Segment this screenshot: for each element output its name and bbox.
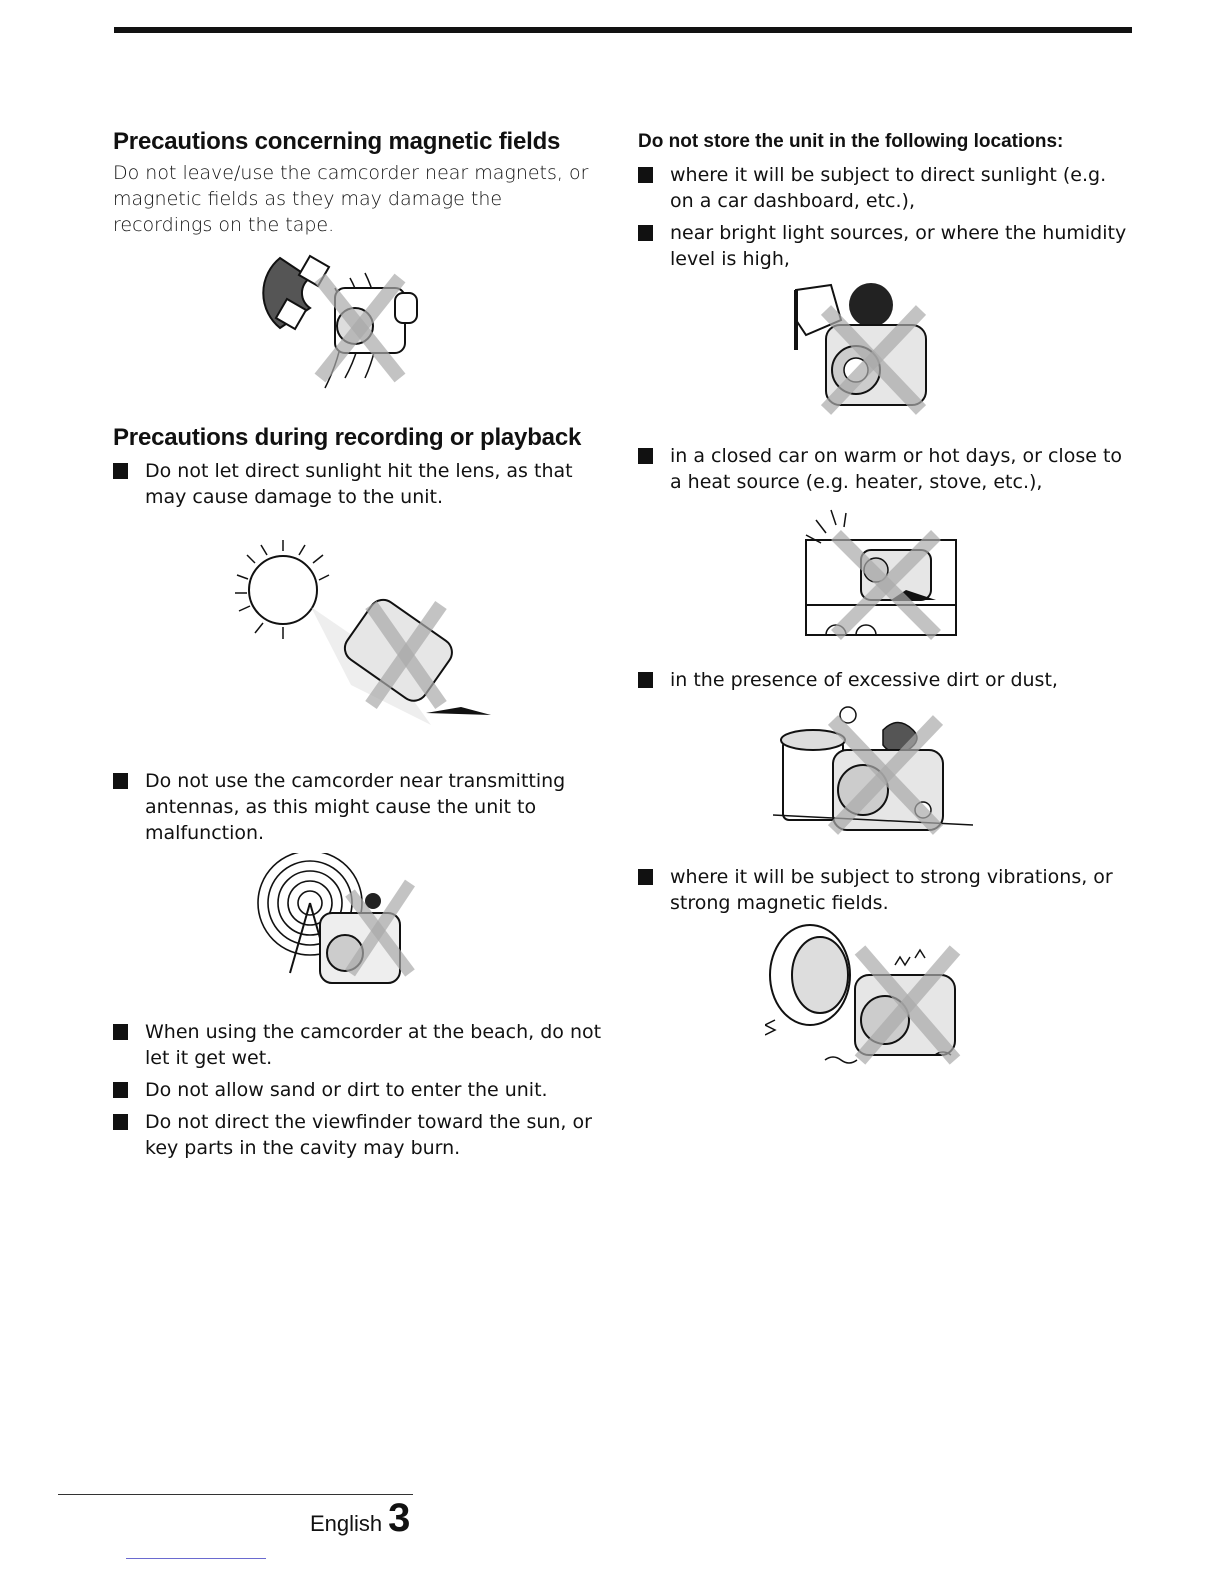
recording-title: Precautions during recording or playback (113, 424, 582, 451)
top-rule (114, 27, 1132, 33)
antenna-camcorder-illustration (255, 853, 425, 1001)
bullet-square-icon (638, 672, 653, 688)
recording-section (113, 424, 613, 452)
storage-bullet-5: where it will be subject to strong vibrations, or strong magnetic fields. (638, 864, 1128, 916)
bullet-square-icon (638, 167, 653, 183)
bullet-square-icon (113, 773, 128, 789)
storage-bullet-2: near bright light sources, or where the humidity level is high, (638, 220, 1128, 272)
dust-camcorder-illustration (773, 700, 973, 840)
storage-bullet-4: in the presence of excessive dirt or dust, (638, 667, 1128, 693)
storage-bullet-3: in a closed car on warm or hot days, or close to a heat source (e.g. heater, stove, etc.), (638, 443, 1128, 495)
speaker-camcorder-illustration (765, 920, 965, 1068)
recording-bullet-5: Do not direct the viewfinder toward the sun, or key parts in the cavity may burn. (113, 1109, 613, 1161)
footer-underline (126, 1558, 266, 1559)
bullet-square-icon (113, 463, 128, 479)
magnetic-section (113, 128, 613, 238)
storage-bullet-1: where it will be subject to direct sunlight (e.g. on a car dashboard, etc.), (638, 162, 1128, 214)
recording-bullet-2: Do not use the camcorder near transmitting antennas, as this might cause the unit to malfunction. (113, 768, 583, 846)
storage-title: Do not store the unit in the following locations: (638, 131, 1064, 152)
bullet-square-icon (113, 1024, 128, 1040)
page-footer (310, 1496, 410, 1541)
sun-camcorder-illustration (231, 535, 491, 725)
recording-bullet-3: When using the camcorder at the beach, do not let it get wet. (113, 1019, 613, 1071)
magnetic-title: Precautions concerning magnetic fields (113, 128, 561, 155)
recording-bullet-4: Do not allow sand or dirt to enter the unit. (113, 1077, 613, 1103)
bullet-square-icon (638, 225, 653, 241)
bullet-square-icon (638, 869, 653, 885)
footer-language: English (310, 1511, 383, 1536)
bullet-square-icon (638, 448, 653, 464)
storage-section (638, 131, 1138, 153)
bullet-square-icon (113, 1114, 128, 1130)
car-camcorder-illustration (796, 505, 961, 640)
bullet-square-icon (113, 1082, 128, 1098)
lamp-camcorder-illustration (786, 280, 946, 425)
footer-rule (58, 1494, 413, 1495)
page-number: 3 (388, 1496, 411, 1540)
magnetic-body: Do not leave/use the camcorder near magnets, or magnetic fields as they may damage the recordings on the tape. (113, 162, 589, 236)
recording-bullet-1: Do not let direct sunlight hit the lens, as that may cause damage to the unit. (113, 458, 593, 510)
magnet-camcorder-illustration (225, 248, 425, 396)
